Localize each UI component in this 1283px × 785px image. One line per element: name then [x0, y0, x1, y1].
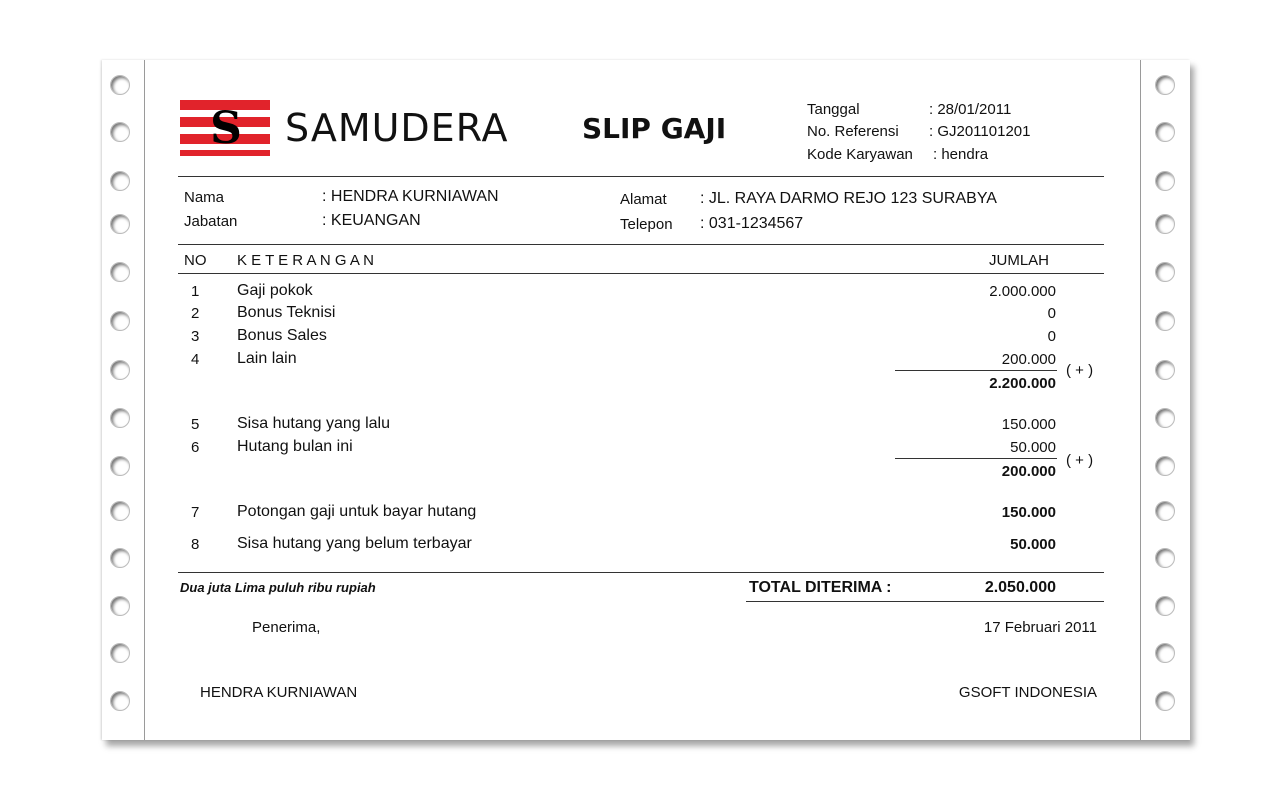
perforation-hole [110, 262, 130, 282]
divider [178, 273, 1104, 274]
perforation-hole [1155, 262, 1175, 282]
perforation-hole [110, 311, 130, 331]
nama-value: : HENDRA KURNIAWAN [322, 188, 499, 205]
row-no: 7 [191, 504, 200, 521]
row-desc: Sisa hutang yang belum terbayar [237, 535, 472, 552]
col-no-header: NO [184, 252, 207, 269]
perforation-hole [110, 75, 130, 95]
perforation-hole [110, 214, 130, 234]
row-desc: Lain lain [237, 350, 297, 367]
perforation-hole [1155, 408, 1175, 428]
plus-marker: ( + ) [1066, 452, 1094, 469]
payslip-paper [102, 60, 1190, 740]
jabatan-label: Jabatan [184, 213, 238, 230]
row-no: 8 [191, 536, 200, 553]
perforation-hole [1155, 311, 1175, 331]
perforation-hole [1155, 171, 1175, 191]
subtotal-income: 2.200.000 [989, 375, 1056, 392]
perforation-hole [110, 171, 130, 191]
tanggal-value: : 28/01/2011 [929, 101, 1012, 118]
perforation-hole [110, 360, 130, 380]
logo-letter: S [210, 103, 242, 154]
row-desc: Potongan gaji untuk bayar hutang [237, 503, 477, 520]
row-amount: 200.000 [1001, 351, 1056, 368]
row-amount: 0 [1047, 305, 1056, 322]
receiver-name: HENDRA KURNIAWAN [200, 684, 358, 701]
alamat-value: : JL. RAYA DARMO REJO 123 SURABYA [700, 190, 997, 207]
perforation-hole [1155, 548, 1175, 568]
row-desc: Gaji pokok [237, 282, 313, 299]
row-desc: Hutang bulan ini [237, 438, 353, 455]
perforation-hole [1155, 643, 1175, 663]
kode-label: Kode Karyawan [807, 146, 913, 163]
left-perforation-line [144, 60, 145, 740]
perforation-hole [110, 548, 130, 568]
row-desc: Bonus Teknisi [237, 304, 336, 321]
row-no: 5 [191, 416, 200, 433]
row-amount: 150.000 [1001, 504, 1056, 521]
kode-value: : hendra [933, 146, 989, 163]
document-title: SLIP GAJI [582, 112, 727, 145]
row-desc: Bonus Sales [237, 327, 327, 344]
divider [178, 572, 1104, 573]
perforation-hole [1155, 501, 1175, 521]
row-no: 1 [191, 283, 200, 300]
penerima-label: Penerima, [252, 619, 321, 636]
row-amount: 150.000 [1001, 416, 1056, 433]
company-name: SAMUDERA [285, 106, 509, 150]
perforation-hole [110, 501, 130, 521]
slip-date: 17 Februari 2011 [983, 619, 1097, 636]
perforation-hole [1155, 214, 1175, 234]
sum-line [895, 458, 1057, 459]
perforation-hole [1155, 596, 1175, 616]
plus-marker: ( + ) [1066, 362, 1094, 379]
tanggal-label: Tanggal [807, 101, 860, 118]
row-no: 4 [191, 351, 200, 368]
total-label: TOTAL DITERIMA : [749, 579, 892, 596]
perforation-hole [110, 643, 130, 663]
perforation-hole [110, 122, 130, 142]
telepon-label: Telepon [620, 216, 673, 233]
perforation-hole [110, 456, 130, 476]
perforation-hole [110, 408, 130, 428]
total-value: 2.050.000 [984, 579, 1056, 596]
issuer-name: GSOFT INDONESIA [958, 684, 1097, 701]
alamat-label: Alamat [620, 191, 667, 208]
amount-in-words: Dua juta Lima puluh ribu rupiah [180, 580, 376, 595]
sum-line [895, 370, 1057, 371]
col-jumlah-header: JUMLAH [989, 252, 1050, 269]
perforation-hole [110, 596, 130, 616]
row-no: 3 [191, 328, 200, 345]
perforation-hole [1155, 456, 1175, 476]
telepon-value: : 031-1234567 [700, 215, 804, 232]
row-amount: 50.000 [1010, 536, 1056, 553]
right-perforation-line [1140, 60, 1141, 740]
jabatan-value: : KEUANGAN [322, 212, 421, 229]
row-amount: 0 [1047, 328, 1056, 345]
perforation-hole [1155, 360, 1175, 380]
subtotal-debt: 200.000 [1001, 463, 1056, 480]
perforation-hole [110, 691, 130, 711]
perforation-hole [1155, 75, 1175, 95]
perforation-hole [1155, 691, 1175, 711]
divider [178, 176, 1104, 177]
row-no: 6 [191, 439, 200, 456]
divider [178, 244, 1104, 245]
col-keterangan-header: K E T E R A N G A N [237, 252, 375, 269]
referensi-label: No. Referensi [807, 123, 899, 140]
row-amount: 2.000.000 [989, 283, 1056, 300]
total-underline [746, 601, 1104, 602]
nama-label: Nama [184, 189, 225, 206]
row-amount: 50.000 [1010, 439, 1056, 456]
referensi-value: : GJ201101201 [929, 123, 1031, 140]
row-desc: Sisa hutang yang lalu [237, 415, 390, 432]
perforation-hole [1155, 122, 1175, 142]
row-no: 2 [191, 305, 200, 322]
